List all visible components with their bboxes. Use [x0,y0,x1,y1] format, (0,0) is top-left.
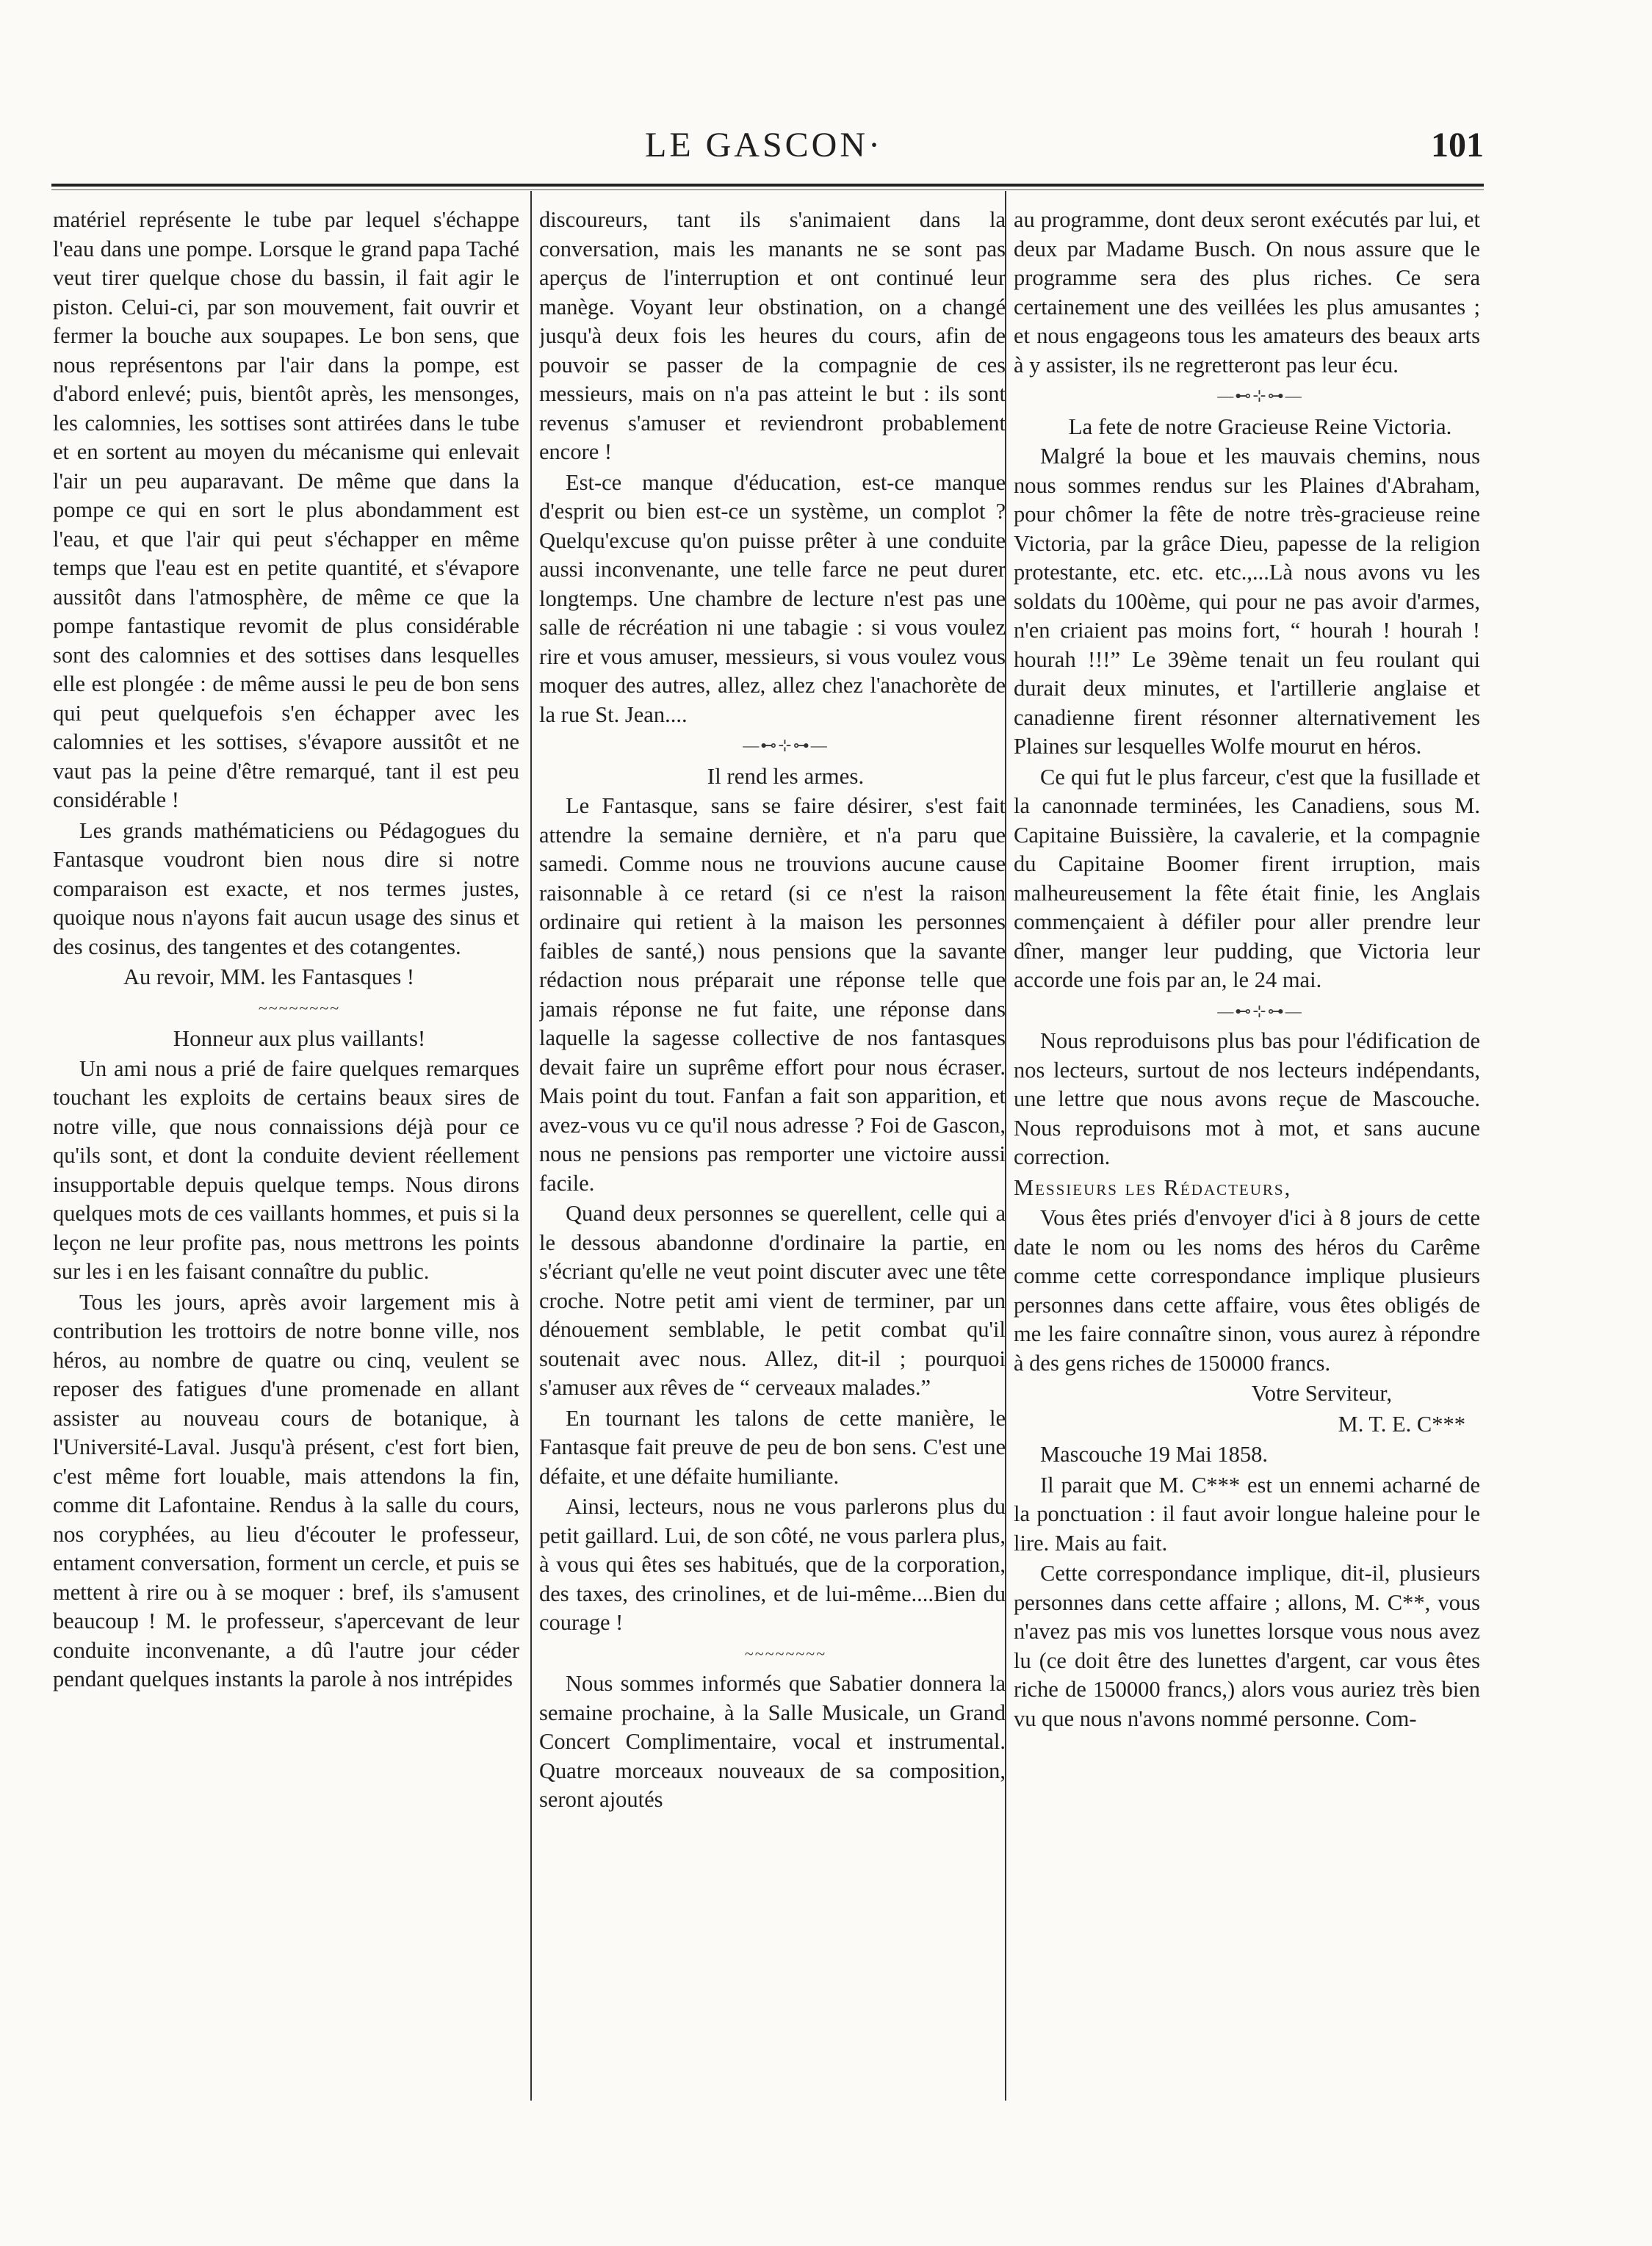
article-paragraph: au programme, dont deux seront exécutés par lui, et deux par Madame Busch. On nous assure que le programme sera des plus riches. Ce sera certainement une des veillées les plus amusantes ; et nous engageons tous les amateurs des beaux arts à y assister, ils ne regretteront pas leur écu. [1014,207,1480,378]
article-paragraph: matériel représente le tube par lequel s'échappe l'eau dans une pompe. Lorsque le grand papa Taché veut tirer quelque chose du bassin, il fait agir le piston. Celui-ci, par son mouvement, fait ouvrir et fermer la bouche aux soupapes. Le bon sens, que nous représentons par l'air dans la pompe, est d'abord enlevé; puis, bientôt après, les mensonges, les calomnies, les sottises sont attirées dans le tube et en sortent au moyen du mécanisme qui enlevait l'air un peu auparavant. De même que dans la pompe ce qui en sort le plus abondamment est l'eau, et que l'air qui peut s'échapper en même temps que l'eau est en petite quantité, et s'évapore aussitôt dans l'atmosphère, de même ce que la pompe fantastique revomit de plus considérable sont des calomnies et des sottises dans lesquelles elle est plongée : de même aussi le peu de bon sens qui peut quelquefois s'en échapper avec les calomnies et les sottises, s'évapore aussitôt et ne vaut pas la peine d'être remarqué, tant il est peu considérable ! [53,207,519,812]
page-number: 101 [1431,126,1484,165]
article-paragraph: Nous sommes informés que Sabatier donnera la semaine prochaine, à la Salle Musicale, un Grand Concert Complimentaire, vocal et instrumental. Quatre morceaux nouveaux de sa composition, seront ajoutés [539,1671,1006,1812]
ornament-divider: ~~~~~~~~ [258,998,341,1017]
article-paragraph: Tous les jours, après avoir largement mis à contribution les trottoirs de notre bonne ville, nos héros, au nombre de quatre ou cinq, veulent se reposer des fatigues d'une promenade en allant assister au nouveau cours de botanique, à l'Université-Laval. Jusqu'à présent, c'est fort bien, c'est même fort louable, mais attendons la fin, comme dit Lafontaine. Rendus à la salle du cours, nos coryphées, au lieu d'écouter le professeur, entament conversation, forment un cercle, et puis se mettent à rire ou à se moquer : bref, ils s'amusent beaucoup ! M. le professeur, s'apercevant de leur conduite inconvenante, a dû l'autre jour céder pendant quelques instants la parole à nos intrépides [53,1289,519,1691]
article-paragraph: Il parait que M. C*** est un ennemi acharné de la ponctuation : il faut avoir longue haleine pour le lire. Mais au fait. [1014,1472,1480,1556]
header-rule [51,184,1484,187]
letter-closing: Votre Serviteur, [1251,1381,1392,1406]
article-heading: La fete de notre Gracieuse Reine Victoria. [1068,413,1452,439]
article-paragraph: Quand deux personnes se querellent, celle qui a le dessous abandonne d'ordinaire la partie, en s'écriant qu'elle ne veut point discuter avec une tête croche. Notre petit ami vient de terminer, par un dénouement semblable, le petit combat qu'il soutenait avec nous. Allez, dit-il ; pourquoi s'amuser aux rêves de “ cerveaux malades.” [539,1201,1006,1400]
article-paragraph: Ainsi, lecteurs, nous ne vous parlerons plus du petit gaillard. Lui, de son côté, ne vous parlera plus, à vous qui êtes ses habitués, que de la corporation, des taxes, des crinolines, et de lui-même....Bien du courage ! [539,1494,1006,1635]
letter-paragraph: Vous êtes priés d'envoyer d'ici à 8 jours de cette date le nom ou les noms des héros du Carême comme cette correspondance implique plusieurs personnes dans cette affaire, vous êtes obligés de me les faire connaître sinon, vous aurez à répondre à des gens riches de 150000 francs. [1014,1205,1480,1376]
letter-salutation: Messieurs les Rédacteurs, [1014,1174,1292,1200]
ornament-divider: —⊷⊹⊶— [1217,1001,1303,1020]
header-rule-thin [51,189,1484,190]
letter-signature: M. T. E. C*** [1338,1411,1465,1437]
article-paragraph: En tournant les talons de cette manière, le Fantasque fait preuve de peu de bon sens. C'est une défaite, et une défaite humiliante. [539,1405,1006,1489]
article-paragraph: Ce qui fut le plus farceur, c'est que la fusillade et la canonnade terminées, les Canadiens, sous M. Capitaine Buissière, la cavalerie, et la compagnie du Capitaine Boomer firent irruption, mais malheureusement la fête était finie, les Anglais commençaient à défiler pour aller prendre leur dîner, manger leur pudding, que Victoria leur accorde une fois par an, le 24 mai. [1014,764,1480,992]
column-1 [53,206,519,2101]
article-heading: Honneur aux plus vaillants! [173,1025,426,1051]
article-paragraph: Nous reproduisons plus bas pour l'édification de nos lecteurs, surtout de nos lecteurs indépendants, une lettre que nous avons reçue de Mascouche. Nous reproduisons mot à mot, et sans aucune correction. [1014,1028,1480,1169]
ornament-divider: —⊷⊹⊶— [1217,386,1303,405]
column-2 [539,206,1006,2101]
article-paragraph: Malgré la boue et les mauvais chemins, nous nous sommes rendus sur les Plaines d'Abraham, pour chômer la fête de notre très-gracieuse reine Victoria, par la grâce Dieu, papesse de la religion protestante, etc. etc. etc.,...Là nous avons vu les soldats du 100ème, qui pour ne pas avoir d'armes, n'en criaient pas moins fort, “ hourah ! hourah ! hourah !!!” Le 39ème tenait un feu roulant qui durait deux minutes, et l'artillerie anglaise et canadienne firent résonner alternativement les Plaines sur lesquelles Wolfe mourut en héros. [1014,444,1480,759]
article-paragraph: Est-ce manque d'éducation, est-ce manque d'esprit ou bien est-ce un système, un complot ? Quelqu'excuse qu'on puisse prêter à une conduite aussi inconvenante, une telle farce ne peut durer longtemps. Une chambre de lecture n'est pas une salle de récréation ni une tabagie : si vous voulez rire et vous amuser, messieurs, si vous voulez vous moquer des autres, allez, allez chez l'anachorète de la rue St. Jean.... [539,469,1006,727]
article-paragraph: discoureurs, tant ils s'animaient dans la conversation, mais les manants ne se sont pas aperçus de l'interruption et ont continué leur manège. Voyant leur obstination, on a changé jusqu'à deux fois les heures du cours, afin de pouvoir se passer de la compagnie de ces messieurs, mais on n'a pas atteint le but : ils sont revenus s'amuser et reviendront probablement encore ! [539,207,1006,464]
article-paragraph: Le Fantasque, sans se faire désirer, s'est fait attendre la semaine dernière, et n'a paru que samedi. Comme nous ne trouvions aucune cause raisonnable à ce retard (si ce n'est la raison ordinaire qui retient à la maison les personnes faibles de santé,) nous pensions que la savante rédaction nous préparait une réponse telle que jamais réponse ne fut faite, une réponse dans laquelle la sagesse collective de nos fantasques devait faire un suprême effort pour nous écraser. Mais point du tout. Fanfan a fait son apparition, et avez-vous vu ce qu'il nous adresse ? Foi de Gascon, nous ne pensions pas remporter une victoire aussi facile. [539,793,1006,1196]
letter-place-date: Mascouche 19 Mai 1858. [1040,1442,1269,1467]
column-3 [1014,206,1480,2101]
article-heading: Il rend les armes. [707,762,865,789]
ornament-divider: —⊷⊹⊶— [743,736,829,754]
article-paragraph: Au revoir, MM. les Fantasques ! [123,964,415,989]
ornament-divider: ~~~~~~~~ [744,1644,827,1663]
masthead [44,125,1484,176]
article-paragraph: Cette correspondance implique, dit-il, plusieurs personnes dans cette affaire ; allons, M. C**, vous n'avez pas mis vos lunettes lorsque vous nous avez lu (ce doit être des lunettes d'argent, car vous êtes riche de 150000 francs,) alors vous auriez très bien vu que nous n'avons nommé personne. Com- [1014,1561,1480,1731]
newspaper-title: LE GASCON· [645,126,883,165]
article-paragraph: Les grands mathématiciens ou Pédagogues du Fantasque voudront bien nous dire si notre comparaison est exacte, et nos termes justes, quoique nous n'ayons fait aucun usage des sinus et des cosinus, des tangentes et des cotangentes. [53,817,519,959]
column-divider [530,191,532,2101]
article-paragraph: Un ami nous a prié de faire quelques remarques touchant les exploits de certains beaux sires de notre ville, que nous connaissions déjà pour ce qu'ils sont, et dont la conduite devient réellement insupportable depuis quelque temps. Nous dirons quelques mots de ces vaillants hommes, et puis si la leçon ne leur profite pas, nous mettrons les points sur les i en les faisant connaître du public. [53,1055,519,1284]
